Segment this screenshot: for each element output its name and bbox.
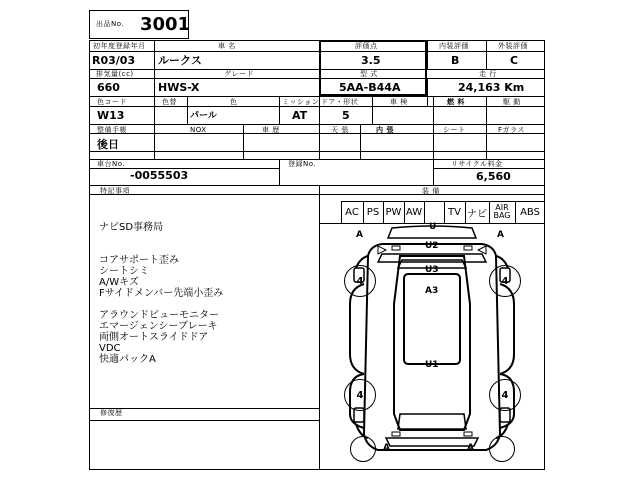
equipment-label: 装 備 <box>422 187 440 195</box>
mark-front-left: A <box>356 230 363 240</box>
exterior-grade-value: C <box>510 54 519 67</box>
mark-rear-right: A <box>467 443 474 453</box>
rear-left-circle <box>350 436 376 462</box>
remark-line: コアサポート歪み <box>99 255 179 266</box>
remarks-label: 特記事項 <box>100 187 130 195</box>
maintenance-record-value: 後日 <box>97 138 119 151</box>
model-type-value: 5AA-B44A <box>339 81 401 94</box>
tire-front-left: 4 <box>344 265 376 297</box>
displacement-label: 排気量(cc) <box>96 70 134 78</box>
mission-value: AT <box>292 109 308 122</box>
fuel-label: 燃 料 <box>447 98 465 106</box>
recycle-fee-label: リサイクル料金 <box>451 160 503 168</box>
score-label: 評価点 <box>355 42 378 50</box>
remark-line: シートシミ <box>99 266 149 277</box>
maintenance-record-label: 整備手帳 <box>97 126 127 134</box>
first-registration-value: R03/03 <box>92 54 136 67</box>
chassis-number-label: 車台No. <box>97 160 126 168</box>
front-glass-label: Fガラス <box>498 126 525 134</box>
remark-line <box>99 244 314 255</box>
doors-label: ドア・形状 <box>321 98 359 106</box>
lot-number-label: 出品No. <box>96 20 125 28</box>
color-code-value: W13 <box>97 109 125 122</box>
chassis-number-value: -0055503 <box>130 169 189 182</box>
remark-line: エマージェンシーブレーキ <box>99 321 218 332</box>
remark-line <box>99 233 314 244</box>
car-name-value: ルークス <box>158 54 202 67</box>
drive-label: 駆 動 <box>503 98 521 106</box>
grade-label: グレード <box>224 70 254 78</box>
interior-trim-label: 内 張 <box>376 126 394 134</box>
car-damage-diagram <box>320 224 544 469</box>
roof-label: 天 張 <box>331 126 349 134</box>
color-code-label: 色コード <box>97 98 127 106</box>
remark-line: Fサイドメンバー先端小歪み <box>99 288 224 299</box>
lot-number-box <box>89 10 189 39</box>
tire-rear-right: 4 <box>489 379 521 411</box>
seat-label: シート <box>443 126 466 134</box>
mark-hood: U2 <box>425 241 439 251</box>
equip-pw: PW <box>385 206 402 218</box>
vehicle-history-label: 車 歴 <box>262 126 280 134</box>
lot-number: 3001 <box>140 14 191 35</box>
mark-rear: U1 <box>425 360 439 370</box>
mark-front-bumper: U <box>429 222 437 232</box>
mission-label: ミッション <box>282 98 320 106</box>
exterior-grade-label: 外装評価 <box>498 42 528 50</box>
equip-ps: PS <box>366 206 380 218</box>
tire-front-right: 4 <box>489 265 521 297</box>
recycle-fee-value: 6,560 <box>476 170 511 183</box>
mileage-label: 走 行 <box>479 70 497 78</box>
equip-ac: AC <box>345 206 359 218</box>
equip-airbag: AIR BAG <box>493 203 511 220</box>
remark-line: アラウンドビューモニター <box>99 310 219 321</box>
equip-tv: TV <box>448 206 461 218</box>
mark-rear-left: A <box>383 443 390 453</box>
score-value: 3.5 <box>361 54 381 67</box>
color-value: パール <box>190 111 217 121</box>
interior-grade-value: B <box>451 54 460 67</box>
equip-blank <box>424 201 444 223</box>
remarks-list <box>99 222 314 365</box>
equip-navi: ナビ <box>467 208 487 220</box>
remark-line: 快適パックA <box>99 354 156 365</box>
registration-number-label: 登録No. <box>288 160 317 168</box>
displacement-value: 660 <box>97 81 120 94</box>
equip-aw: AW <box>405 206 423 218</box>
first-registration-label: 初年度登録年月 <box>93 42 146 50</box>
color-change-label: 色替 <box>162 98 177 106</box>
grade-value: HWS-X <box>158 81 200 94</box>
color-label: 色 <box>230 98 238 106</box>
mark-roof-center: A3 <box>425 286 439 296</box>
interior-grade-label: 内装評価 <box>439 42 469 50</box>
rear-right-circle <box>489 436 515 462</box>
model-type-label: 型 式 <box>360 70 378 78</box>
mark-front-right: A <box>497 230 504 240</box>
car-name-label: 車 名 <box>218 42 236 50</box>
remark-line: ナビSD事務局 <box>99 222 164 233</box>
vehicle-inspection-label: 車 検 <box>390 98 408 106</box>
remark-line: 両側オートスライドドア <box>99 332 209 343</box>
repair-history-label: 修復歴 <box>100 409 123 417</box>
mileage-value: 24,163 Km <box>458 81 525 94</box>
equip-abs: ABS <box>520 206 540 218</box>
nox-label: NOX <box>190 126 207 134</box>
remark-line <box>99 299 314 310</box>
remark-line: A/Wキズ <box>99 277 139 288</box>
tire-rear-left: 4 <box>344 379 376 411</box>
mark-roof-front: U3 <box>425 265 439 275</box>
doors-value: 5 <box>342 109 350 122</box>
remark-line: VDC <box>99 343 121 354</box>
